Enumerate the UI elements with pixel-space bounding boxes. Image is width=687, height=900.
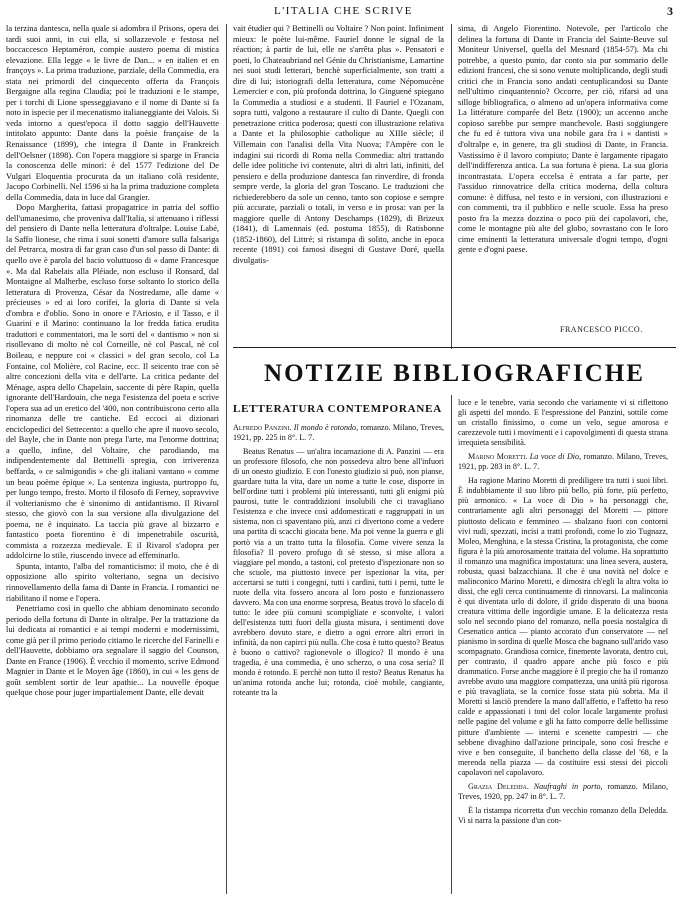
- page-header: [0, 0, 687, 22]
- article-signature: FRANCESCO PICCO.: [560, 325, 643, 334]
- review-text: Beatus Renatus — un'altra incarnazione di A. Panzini — era un professore filosofo, che non possedeva altro bene all'infuori di un onesto giudizio. E con l'onesto giudizio si può, non pianse, guardare tutta la vita, dare un nome a tutte le cose, disporre in bell'ordine tutti i problemi più interessanti, tutti gli enigmi più paurosi, tutte le contraddizioni insolubili che ci travagliano l'esistenza e che invece così addomesticati e raggruppati in un sistema, non ci spaventano più, anzi ci divertono come a vedere una partita di scacchi giocata bene. Ma poi venne la guerra e gli portò via a un tratto tutta la filosofia. Come vivere senza la filosofia? Il povero profugo di sè stesso, si mise allora a viaggiare pel mondo, a tastoni, col pretesto d'ispezionare non so che scuole, ma piuttosto invece per ispezionar la vita, per accertarsi se tutti i congegni, tutti i cardini, tutti i perni, tutte le ruote della vita fossero ancora al loro posto e funzionassero davvero. Ma con una enorme sorpresa, Beatus trovò lo sfacelo di tutto: le idee più comuni scompigliate e sconvolte, i valori dell'esistenza tutti fuori della giusta misura, i sentimenti dove avrebbero dovuto stare, e dietro a ogni errore altri errori in infinità, da non capirci più nulla. Che cosa è tutto questo? Beatus è buono o cattivo? ragionevole o illogico? Il mondo è una tragedia, è una commedia, è uno scherzo, o una cosa seria? Il mondo è rotondo. E perchè non tutto il resto? Beatus Renatus ha un'anima rotonda anche lui; rotonda, cioè mobile, cangiante, roteante tra la: [233, 447, 444, 698]
- bibliography-column-2: [458, 398, 668, 894]
- review-book-title: Naufraghi in porto,: [533, 781, 603, 791]
- review-author: Grazia Deledda.: [468, 781, 529, 791]
- review-heading: [458, 452, 668, 472]
- review-text: Ha ragione Marino Moretti di prediligere tra tutti i suoi libri. È indubbiamente il suo libro più bello, più forte, più perfetto, più armonico. « La voce di Dio » ha personaggi che, contrariamente agli altri personaggi del Moretti — pittore piuttosto delicato e femmineo — sbalzano fuori con contorni vivi rudi, spezzati, incisi a tratti profondi, come lo zio Tugnazz, Moleo, Menghina, e la stessa Cristina, la protagonista, che come figura è la più amorosamente trattata del volume. Ha soprattutto il romanzo una magnifica impostatura: una linea severa, austera, robusta, quasi balzacchiana. Il che è una novità nel dolce e malinconico Marino Moretti, e dimostra ch'egli la altra volta io dissi, che egli cerca continuamente di rinnovarsi. La malinconia è qui diventata urlo di dolore, il grido disperato di una buona creatura vittima delle ingordigie umane. E la delicatezza resta solo nel secondo piano del romanzo, nella poesia nostalgica di Cesenatico antica — pianto accorato d'un conservatore — nel pianismo in sordina di quelle Mosca che bagnano sull'arido vaso scompagnato. Grandiosa cornice, finemente lavorata, dentro cui, per contrasto, il quadro appare anche più fosco e più drammatico. Forse anche maggiore è il pregio che ha il romanzo avrebbe avuto una maggiore compattezza, una unità più rigorosa e più travagliata, se la cornice fosse stata più sobria. Ma il Moretti si lasciò prendere la mano dall'affetto, e l'affetto ha reso calde e appassionati i toni del color locale largamente profusi nelle pagine del volume e gli ha fatto comporre delle bellissime pitture d'ambiente — interni e scenette campestri — che sebbene divaghino dall'azione principale, sono così fresche e vive e ben conseguite, il banchetto della classe del '68, e la merenda nella piazza — da costituire essi stessi dei piccoli capolavori nel capolavoro.: [458, 476, 668, 777]
- column-rule: [451, 24, 452, 349]
- article-paragraph: sima, di Angelo Fiorentino. Notevole, per l'articolo che delinea la fortuna di Dante in Francia del Sainte-Beuve sul Moniteur Universel, quella del Mesnard (1854-57). Ma chi potrebbe, a questo punto, dar conto sia pur sommario delle edizioni francesi, che si sono venute moltiplicando, degli studi critici che in Francia sono andati centuplicandosi su Dante nell'ultimo cinquantennio? Occorre, per ciò, rifarsi ad una silloge bibliografica, o almeno ad un'opera informativa come La littérature comparée del Betz (1900); un accenno anche copioso sarebbe pur sempre manchevole. Basti soggiungere che fu ed è tuttora viva una nobile gara fra i « dantisti » d'oltralpe e, in genere, tra gli studiosi di Dante, in Francia. Vastissimo è il lavoro compiuto; Dante è largamente ripagato dell'indifferenza antica. La sua fortuna è piena. La sua gloria incontrastata. L'opera eccelsa è entrata a far parte, per l'assiduo rinnovatrice della critica moderna, della coltura comune: è diffusa, nel testo e in versioni, con illustrazioni e con commenti, tra il pubblico e nelle scuole. Essa ha preso posto fra la mezza dozzina o poco più dei capolavori, che, come le montagne più alte del globo, sovrastano con le loro cime eminenti la letteratura universale d'ogni tempo, d'ogni gente e d'ogni paese.: [458, 24, 668, 255]
- review-heading: [233, 423, 444, 443]
- column-rule: [226, 24, 227, 894]
- review-book-title: La voce di Dio,: [529, 452, 582, 462]
- section-title: NOTIZIE BIBLIOGRAFICHE: [264, 360, 645, 387]
- article-paragraph: la terzina dantesca, nella quale si adombra il Prisons, opera dei tardi suoi anni, in cui ella, si sollazzevole e festosa nel boccaccesco Heptaméron, compie austero poema di mistica elevazione. Ella legge « le livre de Dan... » en italien et en françoys ». La prima traduzione, parziale, della Commedia, era stata nei primordi del cinquecento offerta da François Bergaigne alla regina Claudia; poi le traduzioni e le stampe, per i torchi di Lione spesseggiavano e il nome di Dante si fa noto in ispecie per il mecenatismo italianeggiante dei Valois. Si veda intorno a quest'epoca il dotto saggio dell'Hauvette intitolato appunto: Dante dans la poésie française de la Renaissance (1899), che integra il Dante in Frankreich dell'Oelsner (1898). Con l'opera maggiore si sparge in Francia la conoscenza delle minori: è del 1577 l'edizione del De Vulgari Eloquentia procurata da un italiano colà residente, Jacopo Corbinelli. Nel 1596 si ha la prima traduzione completa della Commedia, data in luce dal Grangier.: [6, 24, 219, 202]
- article-paragraph: vait étudier qui ? Bettinelli ou Voltaire ? Non point. Infiniment mieux: le poète lui-même. Fauriel donne le signal de la réaction; à partir de lui, elle ne s'arrêta plus ». Pensatori e poeti, lo Chateaubriand nel Génie du Christianisme, Lamartine nei suoi studi letterari, benchè superficialmente, son tratti a dire di lui; istoriografi della letteratura, come Népomucène Lemercier e con, più profonda dottrina, lo Ginguené spiegano la Commedia a studiosi e a studenti. Il Fauriel e l'Ozanam, sopra tutti, valgono a restaurare il culto di Dante. Quegli con penetrazione critica poderosa; questi con illustrazione relativa a Dante et la philosophie catholique au XIIIe siècle; il Villemain con l'analisi della Vita Nuova; l'Ampère con le indagini sui ricordi di Roma nella Commedia: altri trattando delle idee politiche ivi contenute, altri di altri lati, infiniti, del pensiero e della produzione dantesca fan rinverdire, di fronda sempre verde, la gloria del gran Toscano. Le traduzioni che richiederebbero da sole un cenno, tanto son copiose e sempre più accurate, parziali o totali, in verso e in prosa: van per la maggiore quelle di Antony Deschamps (1829), di Brizeux (1841), di Lamennais (ed. postuma 1855), di Ratisbonne (1852-1860), del Littré; si ristampa di solito, anche in epoca recente (1891) coi famosi disegni di Gustave Doré, quella divulgatis-: [233, 24, 444, 266]
- page-number: 3: [667, 4, 673, 18]
- column-rule: [451, 395, 452, 894]
- bibliography-column-1: [233, 423, 444, 894]
- running-title: L'ITALIA CHE SCRIVE: [274, 5, 413, 17]
- review-details: romanzo. Milano, Treves, 1920, pp. 247 in 8°. L. 7.: [458, 781, 668, 801]
- section-divider: [233, 347, 676, 348]
- review-details: romanzo. Milano, Treves, 1921, pp. 225 in 8°. L. 7.: [233, 423, 444, 443]
- review-text: luce e le tenebre, varia secondo che variamente vi si riflettono gli aspetti del mondo. E l'espressione del Panzini, sottile come un cristallo finissimo, o come un velo, segue amorosa e carezzevole tutti i movimenti e i capovolgimenti di questa strana irrequieta sensibilità.: [458, 398, 668, 448]
- review-details: romanzo. Milano, Treves, 1921, pp. 283 in 8°. L. 7.: [458, 452, 668, 472]
- article-paragraph: Dopo Margherita, fattasi propagatrice in patria del soffio dell'umanesimo, che proveniva dall'Italia, si attenuano i riflessi del pensiero di Dante nella letteratura d'oltralpe. Louise Labé, la Saffo lionese, che rima i suoi sonetti d'amore sulla falsariga del Petrarca, mostra di far gran caso d'un sol passo di Dante: di quello ove è parola del bacio voluttuoso di « dame Francesque ». Ma dal Rabelais alla Pléiade, non escluso il Ronsard, dal Montaigne al Malherbe, escluso forse soltanto lo storico della letteratura di Provenza, César da Nostredame, alle dame « précieuses » ed ai loro corifei, la gloria di Dante si vela d'ombra e d'oblio. Sono in onore e l'Ariosto, e il Tasso, e il Guarini e il Marino: continuano la lor fredda fatica erudita traduttori e commentatori, ma le sorti del « dantismo » non si risollevano di molto nè col Corneille, nè col Pascal, nè col Boileau, e neppure coi « classici » del gran secolo, col La Fontaine, col Molière, col Racine, ecc. Il seicento trae con sè altre concezioni della vita e dell'arte. La critica pedante del Ménage, aspra dello Chapelain, saccente di père Rapin, quella ignorante dell'Hardouin, che nega l'esistenza del poeta e scrive l'opera sua ad un eretico del '400, non contribuiscono certo alla rinomanza delle tre cantiche. Ed eccoci ai dizionari enciclopedici del Settecento: a quello che apre il nuovo secolo, del Bayle, che in Dante non prega l'arte, ma l'enorme dottrina; a quello, infine, del Voltaire, che parodiando, ma indipendentemente dal Bettinelli spregia, con irriverenza beffarda, « ce salmigondis » che gli italiani vantano « comme un beau poème épique ». La sentenza ingiusta, purtroppo fu, per lungo tempo, fresto. Morto il filosofo di Ferney, sopravvive il volterianismo che è sinonimo di antidantismo. Il Rivarol stesso, che giovò con la sua versione alla divulgazione del poema, ne è inquinato. La taccia più grave al bizzarro e fantastico poeta fiorentino è di impenetrabile oscurità, commista a rozzezza medievale. E il Rivarol s'adopra per addolcirne lo stile, riuscendo invece ad effeminarlo.: [6, 203, 219, 561]
- review-author: Alfredo Panzini.: [233, 423, 292, 432]
- article-column-2: [233, 24, 444, 338]
- article-paragraph: Spunta, intanto, l'alba del romanticismo: il moto, che è di opposizione allo spirito volteriano, segna un decisivo rinnovellamento della fama di Dante in Francia. I romantici ne riabilitano il nome e l'opera.: [6, 561, 219, 603]
- section-subtitle: LETTERATURA CONTEMPORANEA: [233, 403, 442, 415]
- review-author: Marino Moretti.: [468, 452, 528, 462]
- review-book-title: Il mondo è rotondo,: [293, 423, 359, 432]
- article-column-1: [6, 24, 219, 896]
- article-paragraph: Penetriamo così in quello che abbiam denominato secondo periodo della fortuna di Dante in oltralpe. Per la trattazione da lui dedicata ai romantici e ai tempi moderni e modernissimi, come già per il primo periodo citiamo le ricerche del Farinelli e dell'Hauvette, dobbiamo ora segnalare il saggio del Counson, Dante en France (1906). È vecchio il momento, scrive Edmond Magnier in Dante et le Moyen âge (1860), in cui « les gens de goût semblent sortir de leur apathie... La nouvelle époque quelque chose pour juger impartialement Dante, elle devait: [6, 604, 219, 698]
- review-heading: [458, 782, 668, 802]
- article-column-3: [458, 24, 668, 324]
- review-text: È la ristampa ricorretta d'un vecchio romanzo della Deledda. Vi si narra la passione d'un con-: [458, 805, 668, 825]
